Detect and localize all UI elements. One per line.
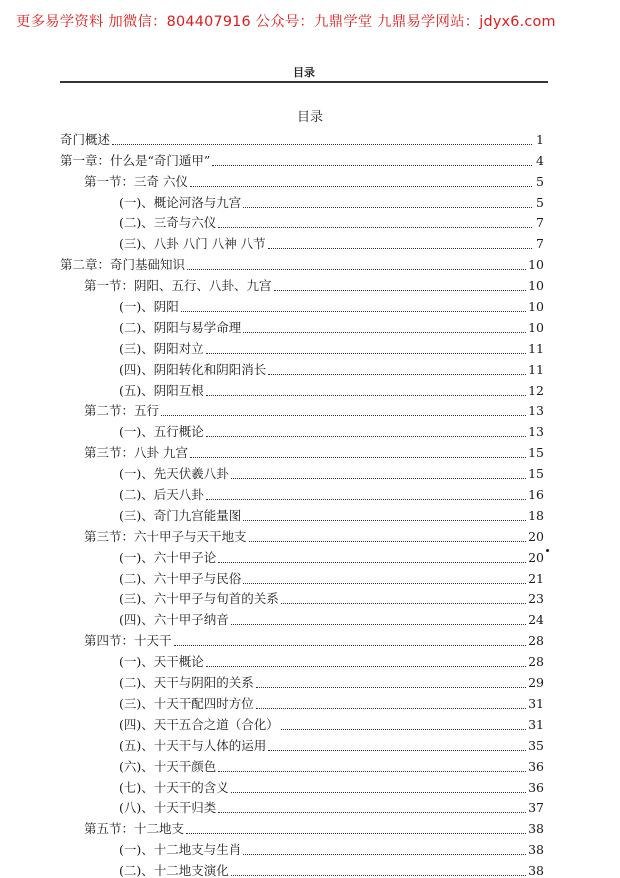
- dot-leader: [212, 165, 532, 166]
- toc-entry-title: (一)、六十甲子论: [119, 549, 217, 565]
- stray-mark: [546, 549, 549, 552]
- toc-entry-title: 第二章：奇门基础知识: [60, 257, 186, 273]
- toc-entry[interactable]: [60, 711, 544, 732]
- dot-leader: [206, 499, 526, 500]
- dot-leader: [249, 541, 527, 542]
- toc-entry[interactable]: [60, 732, 544, 753]
- toc-entry[interactable]: [60, 627, 544, 648]
- toc-entry-title: (五)、阴阳互根: [119, 382, 204, 398]
- toc-entry-page: 11: [528, 361, 544, 377]
- toc-entry[interactable]: [60, 189, 544, 210]
- toc-entry-title: (八)、十天干归类: [119, 800, 217, 816]
- toc-entry-page: 29: [528, 675, 544, 691]
- toc-entry[interactable]: [60, 648, 544, 669]
- dot-leader: [256, 708, 526, 709]
- header-rule: [60, 81, 548, 83]
- dot-leader: [206, 666, 526, 667]
- toc-entry-title: 第四节：十天干: [84, 633, 172, 649]
- toc-entry-page: 36: [528, 779, 544, 795]
- toc-entry-title: (二)、天干与阴阳的关系: [119, 675, 254, 691]
- toc-entry[interactable]: [60, 502, 544, 523]
- toc-entry-title: 第一节：三奇 六仪: [84, 173, 188, 189]
- toc-entry-title: (二)、后天八卦: [119, 487, 204, 503]
- toc-entry-page: 15: [528, 466, 544, 482]
- dot-leader: [187, 269, 526, 270]
- toc-entry-title: (七)、十天干的含义: [119, 779, 229, 795]
- toc-entry-title: (五)、十天干与人体的运用: [119, 737, 267, 753]
- toc-entry-title: (三)、奇门九宫能量图: [119, 507, 242, 523]
- toc-entry-page: 24: [528, 612, 544, 628]
- toc-entry-title: (三)、十天干配四时方位: [119, 695, 254, 711]
- toc-entry-title: (四)、天干五合之道（合化）: [119, 716, 279, 732]
- dot-leader: [218, 227, 532, 228]
- toc-entry[interactable]: [60, 565, 544, 586]
- dot-leader: [256, 687, 526, 688]
- toc-entry-page: 20: [528, 528, 544, 544]
- toc-entry-page: 10: [528, 257, 544, 273]
- toc-entry-title: 第一节：阴阳、五行、八卦、九宫: [84, 278, 272, 294]
- toc-entry-title: (二)、阴阳与易学命理: [119, 319, 242, 335]
- dot-leader: [190, 457, 526, 458]
- toc-entry[interactable]: [60, 293, 544, 314]
- dot-leader: [281, 729, 526, 730]
- toc-entry-page: 38: [528, 842, 544, 858]
- toc-entry-page: 38: [528, 821, 544, 837]
- toc-entry-title: (二)、六十甲子与民俗: [119, 570, 242, 586]
- toc-entry[interactable]: [60, 210, 544, 231]
- toc-entry[interactable]: [60, 774, 544, 795]
- dot-leader: [161, 415, 526, 416]
- toc-entry[interactable]: [60, 523, 544, 544]
- toc-entry-page: 31: [528, 716, 544, 732]
- table-of-contents: [60, 126, 544, 878]
- toc-entry[interactable]: [60, 481, 544, 502]
- header-label: 目录: [293, 66, 315, 79]
- dot-leader: [274, 290, 527, 291]
- toc-entry-page: 28: [528, 654, 544, 670]
- dot-leader: [190, 186, 532, 187]
- toc-entry-page: 4: [536, 152, 544, 168]
- toc-entry[interactable]: [60, 168, 544, 189]
- toc-entry-page: 5: [536, 194, 544, 210]
- toc-entry-page: 10: [528, 319, 544, 335]
- toc-entry-title: (四)、阴阳转化和阴阳消长: [119, 361, 267, 377]
- toc-entry-page: 38: [528, 863, 544, 878]
- toc-entry[interactable]: [60, 147, 544, 168]
- toc-entry[interactable]: [60, 251, 544, 272]
- dot-leader: [268, 374, 526, 375]
- toc-entry-title: (二)、三奇与六仪: [119, 215, 217, 231]
- toc-entry-title: (三)、阴阳对立: [119, 340, 204, 356]
- toc-entry-title: (一)、先天伏羲八卦: [119, 466, 229, 482]
- dot-leader: [243, 583, 526, 584]
- toc-entry-page: 7: [536, 215, 544, 231]
- toc-entry-page: 10: [528, 299, 544, 315]
- toc-entry-page: 21: [528, 570, 544, 586]
- toc-entry-title: (一)、天干概论: [119, 654, 204, 670]
- dot-leader: [268, 248, 532, 249]
- dot-leader: [231, 875, 526, 876]
- dot-leader: [206, 395, 526, 396]
- toc-entry-page: 23: [528, 591, 544, 607]
- dot-leader: [231, 624, 526, 625]
- toc-entry[interactable]: [60, 690, 544, 711]
- toc-entry-page: 10: [528, 278, 544, 294]
- toc-entry[interactable]: [60, 230, 544, 251]
- toc-entry-page: 1: [536, 131, 544, 147]
- toc-entry-page: 11: [528, 340, 544, 356]
- toc-entry-page: 37: [528, 800, 544, 816]
- toc-entry-page: 20: [528, 549, 544, 565]
- dot-leader: [218, 771, 526, 772]
- toc-entry-page: 35: [528, 737, 544, 753]
- toc-entry-title: 第二节：五行: [84, 403, 160, 419]
- toc-entry-title: 第一章：什么是“奇门遁甲”: [60, 152, 211, 168]
- dot-leader: [243, 854, 526, 855]
- toc-entry-page: 36: [528, 758, 544, 774]
- toc-entry-title: 奇门概述: [60, 131, 111, 147]
- toc-entry-page: 15: [528, 445, 544, 461]
- toc-entry-title: (六)、十天干颜色: [119, 758, 217, 774]
- dot-leader: [243, 332, 526, 333]
- toc-entry-page: 28: [528, 633, 544, 649]
- toc-entry-title: 第三节：六十甲子与天干地支: [84, 528, 247, 544]
- dot-leader: [268, 750, 526, 751]
- toc-entry[interactable]: [60, 272, 544, 293]
- toc-entry[interactable]: [60, 606, 544, 627]
- toc-entry[interactable]: [60, 544, 544, 565]
- dot-leader: [231, 478, 526, 479]
- toc-entry[interactable]: [60, 439, 544, 460]
- toc-entry-title: (一)、十二地支与生肖: [119, 842, 242, 858]
- toc-entry[interactable]: [60, 586, 544, 607]
- dot-leader: [231, 792, 526, 793]
- page-title: 目录: [296, 110, 323, 125]
- toc-entry-page: 5: [536, 173, 544, 189]
- toc-entry[interactable]: [60, 398, 544, 419]
- toc-entry-title: (三)、六十甲子与旬首的关系: [119, 591, 279, 607]
- toc-entry-page: 12: [528, 382, 544, 398]
- dot-leader: [181, 311, 526, 312]
- toc-entry-title: (三)、八卦 八门 八神 八节: [119, 236, 266, 252]
- toc-entry-title: (一)、概论河洛与九宫: [119, 194, 242, 210]
- toc-entry-page: 7: [536, 236, 544, 252]
- toc-entry[interactable]: [60, 795, 544, 816]
- toc-entry[interactable]: [60, 753, 544, 774]
- toc-entry-title: (四)、六十甲子纳音: [119, 612, 229, 628]
- toc-entry[interactable]: [60, 836, 544, 857]
- toc-entry[interactable]: [60, 815, 544, 836]
- toc-entry-page: 13: [528, 403, 544, 419]
- toc-entry-page: 13: [528, 424, 544, 440]
- page-header: [60, 64, 548, 88]
- toc-entry-title: 第三节：八卦 九宫: [84, 445, 188, 461]
- dot-leader: [218, 562, 526, 563]
- toc-entry-page: 31: [528, 695, 544, 711]
- dot-leader: [174, 645, 527, 646]
- dot-leader: [206, 353, 526, 354]
- toc-entry[interactable]: [60, 669, 544, 690]
- toc-entry[interactable]: [60, 377, 544, 398]
- toc-entry[interactable]: [60, 460, 544, 481]
- dot-leader: [206, 436, 526, 437]
- toc-entry[interactable]: [60, 356, 544, 377]
- toc-entry-title: (一)、阴阳: [119, 299, 179, 315]
- dot-leader: [218, 812, 526, 813]
- toc-entry[interactable]: [60, 857, 544, 878]
- toc-entry-title: (一)、五行概论: [119, 424, 204, 440]
- toc-entry[interactable]: [60, 126, 544, 147]
- toc-entry-title: 第五节：十二地支: [84, 821, 185, 837]
- dot-leader: [243, 520, 526, 521]
- toc-entry[interactable]: [60, 418, 544, 439]
- dot-leader: [281, 603, 526, 604]
- toc-entry[interactable]: [60, 314, 544, 335]
- dot-leader: [186, 833, 526, 834]
- toc-entry[interactable]: [60, 335, 544, 356]
- dot-leader: [112, 144, 532, 145]
- watermark-banner: 更多易学资料 加微信：804407916 公众号：九鼎学堂 九鼎易学网站：jdyx6.com: [16, 14, 556, 30]
- dot-leader: [243, 207, 532, 208]
- toc-entry-title: (二)、十二地支演化: [119, 863, 229, 878]
- toc-entry-page: 18: [528, 507, 544, 523]
- toc-entry-page: 16: [528, 487, 544, 503]
